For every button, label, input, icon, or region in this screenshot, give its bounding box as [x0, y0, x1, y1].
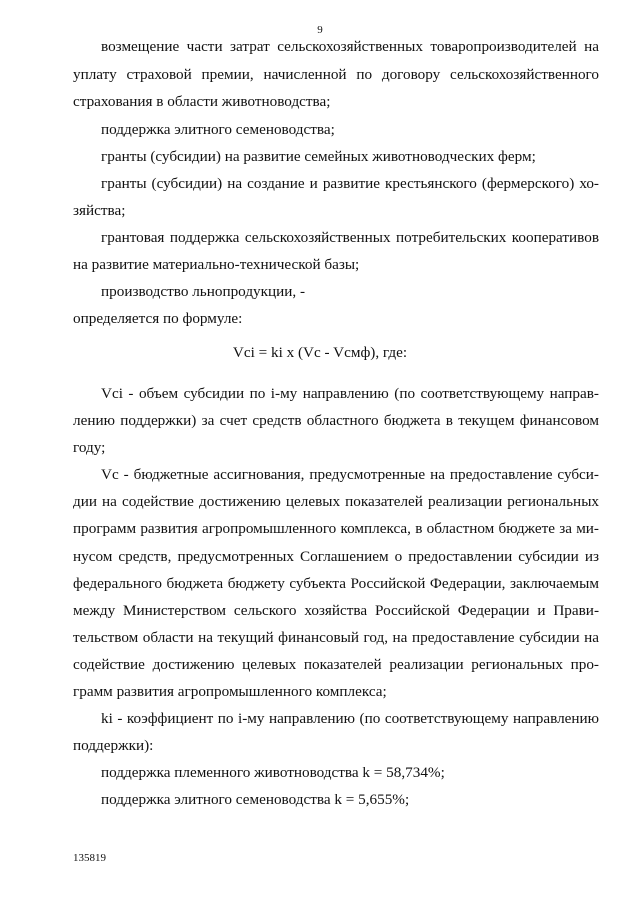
text-line: грамм развития агропромышленного комплекса; — [73, 683, 387, 700]
text-line: страхования в области животноводства; — [73, 93, 331, 110]
text-line: определяется по формуле: — [73, 310, 243, 327]
text-line: поддержка элитного семеноводства; — [101, 121, 335, 138]
document-code: 135819 — [73, 852, 106, 864]
text-line: гранты (субсидии) на создание и развитие крестьянского (фермерского) хо- — [101, 175, 599, 192]
text-line: содействие достижению целевых показателей реализации региональных про- — [73, 656, 599, 673]
text-line: между Министерством сельского хозяйства Российской Федерации и Прави- — [73, 602, 599, 619]
text-line: Vci - объем субсидии по i-му направлению (по соответствующему направ- — [101, 385, 599, 402]
text-line: поддержки): — [73, 737, 154, 754]
text-line: на развитие материально-технической базы; — [73, 256, 360, 273]
text-line: поддержка племенного животноводства k = 58,734%; — [101, 764, 445, 781]
text-line: возмещение части затрат сельскохозяйственных товаропроизводителей на — [101, 38, 599, 55]
text-line: году; — [73, 439, 106, 456]
text-line: лению поддержки) за счет средств областного бюджета в текущем финансовом — [73, 412, 599, 429]
text-line: тельством области на текущий финансовый год, на предоставление субсидии на — [73, 629, 599, 646]
text-line: программ развития агропромышленного комплекса, в областном бюджете за ми- — [73, 520, 599, 537]
text-line: грантовая поддержка сельскохозяйственных потребительских кооперативов — [101, 229, 599, 246]
text-line: нусом средств, предусмотренных Соглашением о предоставлении субсидии из — [73, 548, 599, 565]
text-line: поддержка элитного семеноводства k = 5,655%; — [101, 791, 410, 808]
text-line: производство льнопродукции, - — [101, 283, 306, 300]
text-line: зяйства; — [73, 202, 126, 219]
formula: Vci = ki x (Vc - Vсмф), где: — [232, 344, 408, 361]
text-line: гранты (субсидии) на развитие семейных животноводческих ферм; — [101, 148, 536, 165]
text-line: дии на содействие достижению целевых показателей реализации региональных — [73, 493, 599, 510]
text-line: уплату страховой премии, начисленной по договору сельскохозяйственного — [73, 66, 599, 83]
page-number: 9 — [317, 24, 323, 36]
text-line: Vc - бюджетные ассигнования, предусмотренные на предоставление субси- — [101, 466, 599, 483]
text-line: ki - коэффициент по i-му направлению (по соответствующему направлению — [101, 710, 599, 727]
text-line: федерального бюджета бюджету субъекта Российской Федерации, заключаемым — [73, 575, 599, 592]
